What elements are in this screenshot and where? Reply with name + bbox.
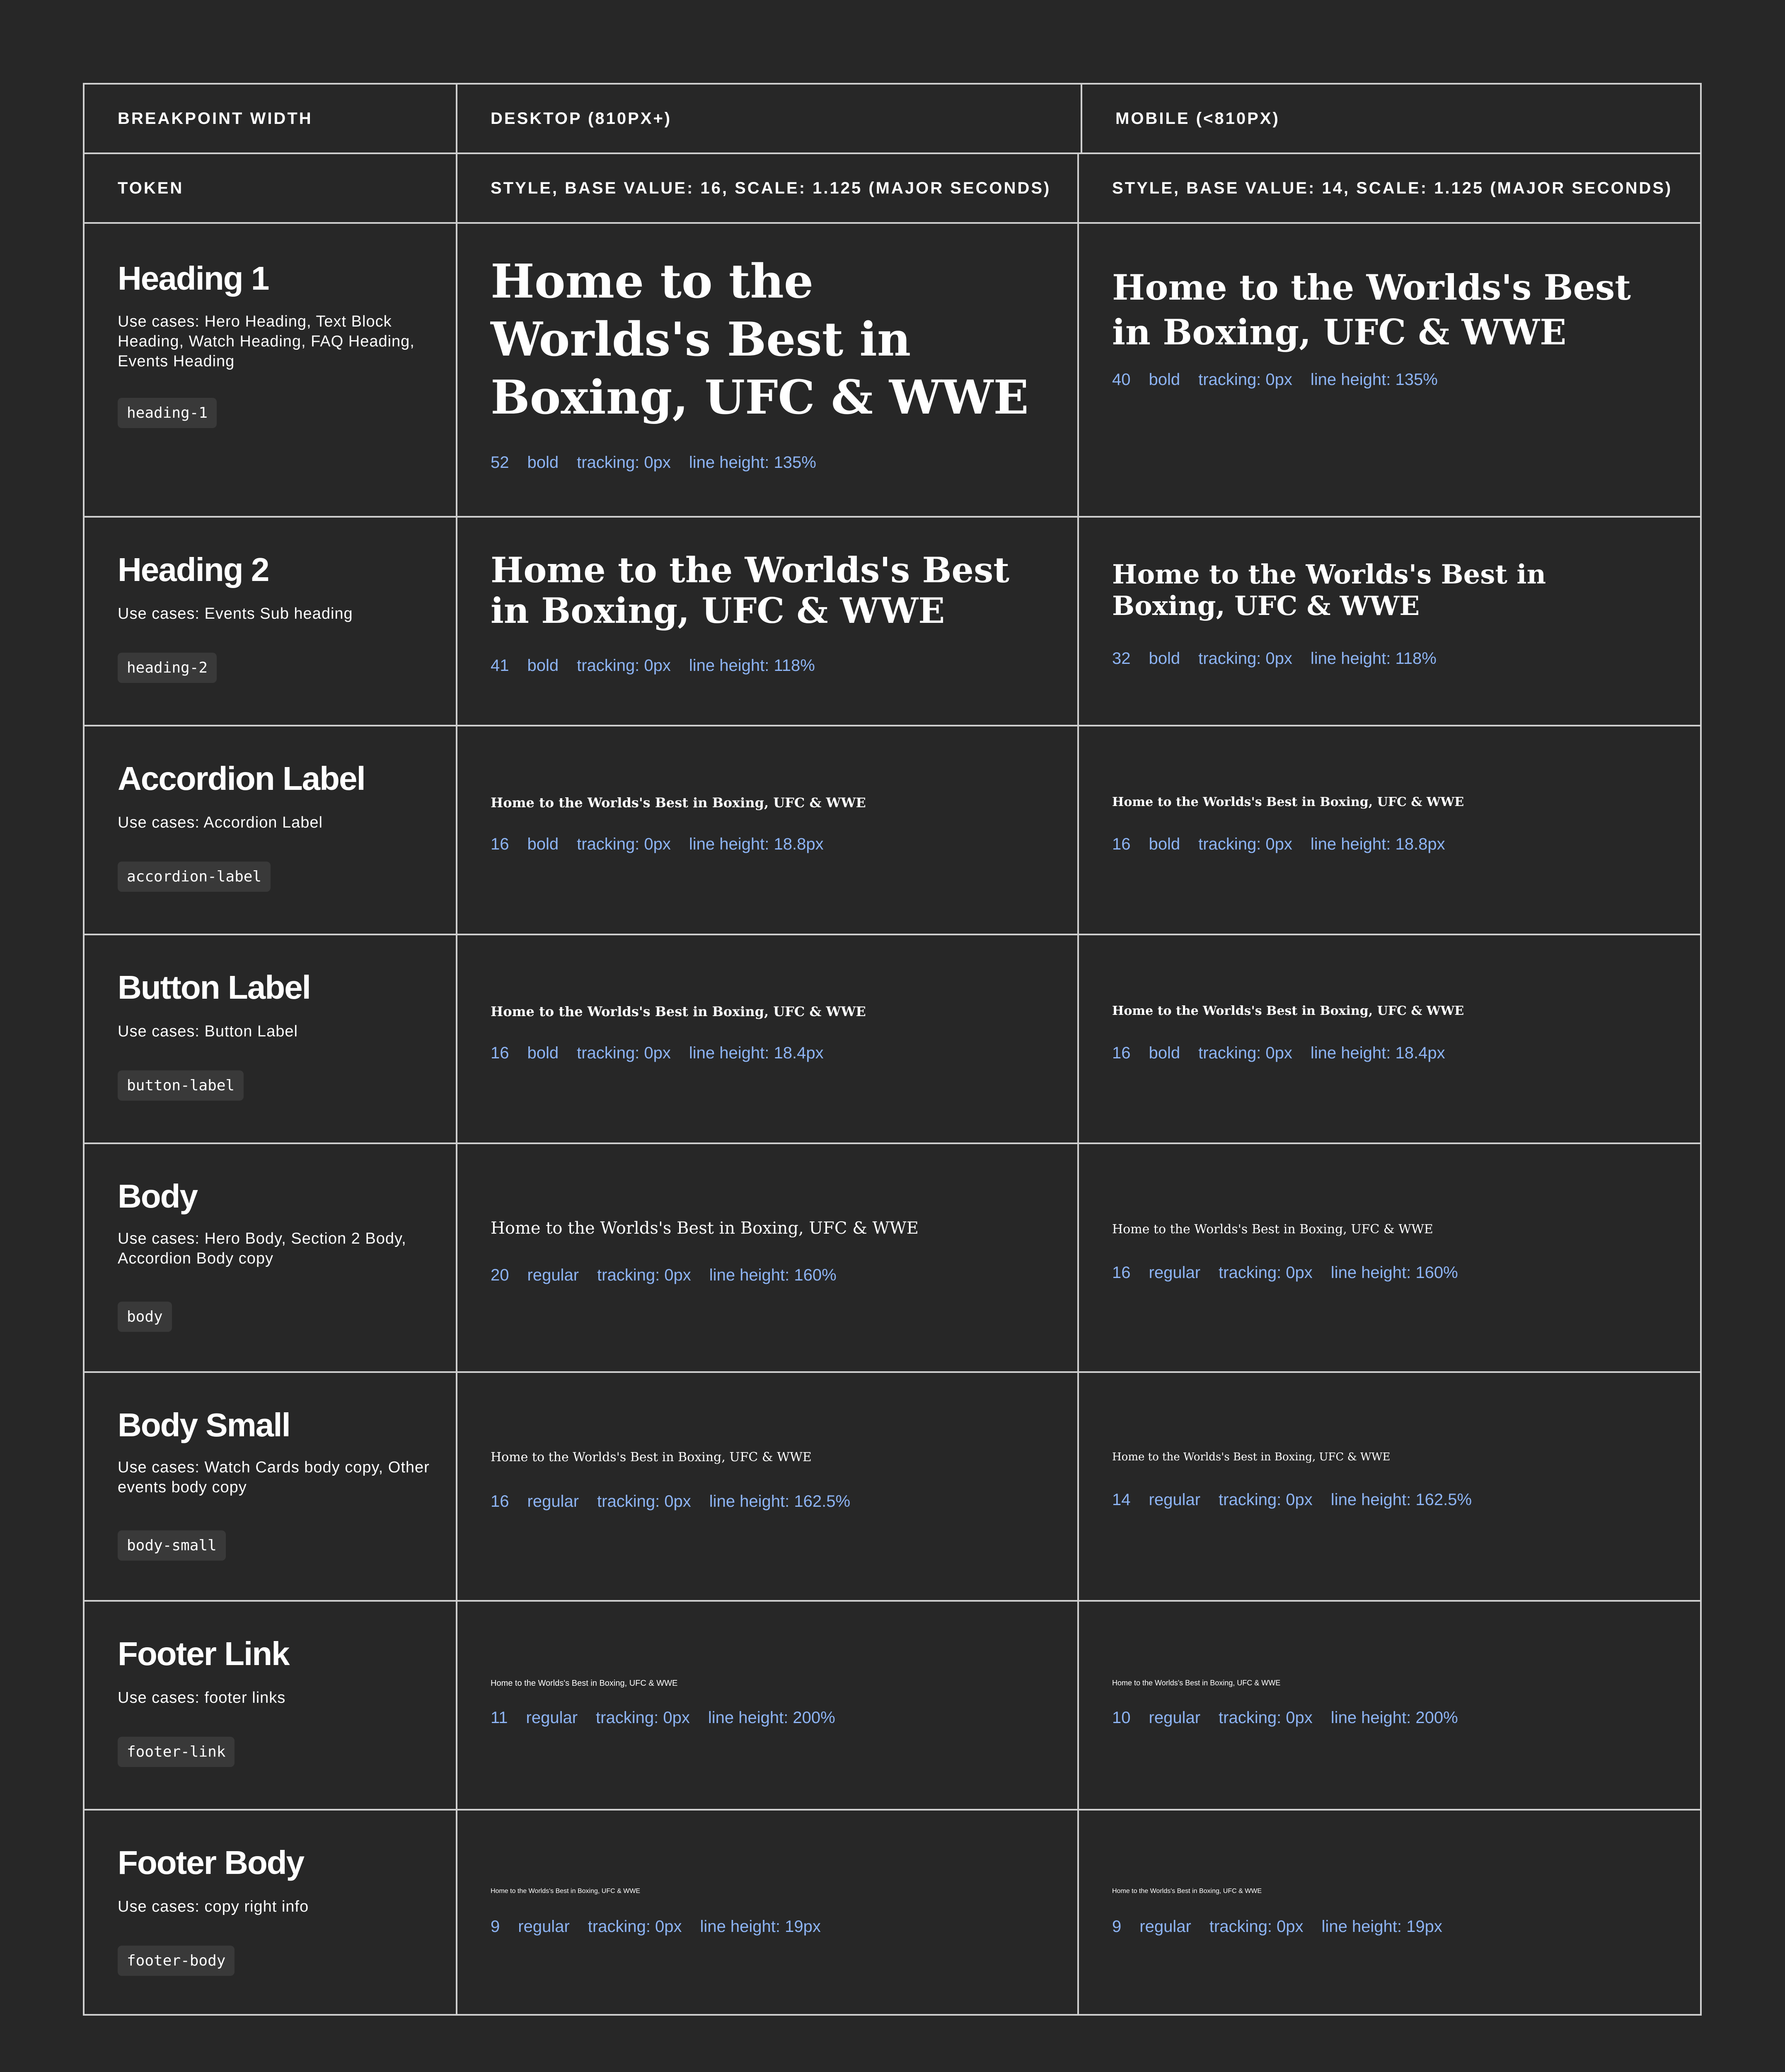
spec-size: 16 bbox=[1112, 835, 1131, 853]
spec-size: 40 bbox=[1112, 370, 1131, 389]
spec-weight: bold bbox=[1149, 370, 1180, 389]
mobile-spec bbox=[1112, 1491, 1472, 1509]
spec-line-height: line height: 118% bbox=[689, 656, 815, 675]
spec-tracking: tracking: 0px bbox=[1209, 1917, 1304, 1936]
mobile-sample-text: Home to the Worlds's Best in Boxing, UFC & WWE bbox=[1112, 1888, 1262, 1895]
token-title: Body Small bbox=[118, 1406, 290, 1443]
breakpoint-width-label: BREAKPOINT WIDTH bbox=[118, 109, 313, 128]
header-cell-mobile bbox=[1082, 85, 1700, 152]
spec-tracking: tracking: 0px bbox=[1219, 1709, 1313, 1727]
spec-tracking: tracking: 0px bbox=[588, 1917, 682, 1936]
spec-tracking: tracking: 0px bbox=[1198, 835, 1292, 853]
spec-size: 16 bbox=[491, 835, 509, 853]
spec-size: 20 bbox=[491, 1266, 509, 1284]
mobile-sample-text: Home to the Worlds's Best in Boxing, UFC & WWE bbox=[1112, 559, 1546, 622]
desktop-sample-text: Home to the Worlds's Best in Boxing, UFC & WWE bbox=[491, 1888, 641, 1895]
token-code: button-label bbox=[118, 1070, 244, 1101]
mobile-spec bbox=[1112, 835, 1445, 854]
token-cell bbox=[85, 1373, 457, 1600]
spec-weight: bold bbox=[527, 656, 559, 675]
token-row-body bbox=[85, 1144, 1700, 1373]
token-cell bbox=[85, 935, 457, 1143]
token-cell bbox=[85, 1602, 457, 1809]
mobile-style-label: STYLE, BASE VALUE: 14, SCALE: 1.125 (MAJOR SECONDS) bbox=[1112, 179, 1673, 197]
desktop-spec bbox=[491, 1917, 821, 1936]
desktop-style-label: STYLE, BASE VALUE: 16, SCALE: 1.125 (MAJOR SECONDS) bbox=[491, 179, 1051, 197]
spec-weight: regular bbox=[1139, 1917, 1191, 1936]
mobile-sample-cell bbox=[1079, 1144, 1700, 1371]
spec-tracking: tracking: 0px bbox=[1198, 1044, 1292, 1062]
desktop-spec bbox=[491, 1492, 850, 1511]
mobile-spec bbox=[1112, 370, 1438, 389]
desktop-sample-text: Home to the Worlds's Best in Boxing, UFC & WWE bbox=[491, 254, 1029, 425]
spec-size: 41 bbox=[491, 656, 509, 675]
spec-size: 16 bbox=[491, 1044, 509, 1062]
token-title: Body bbox=[118, 1178, 197, 1215]
token-code: heading-1 bbox=[118, 398, 217, 428]
desktop-spec bbox=[491, 835, 824, 854]
token-title: Heading 2 bbox=[118, 551, 269, 588]
spec-line-height: line height: 19px bbox=[1321, 1917, 1442, 1936]
desktop-sample-text: Home to the Worlds's Best in Boxing, UFC & WWE bbox=[491, 1004, 866, 1019]
spec-size: 16 bbox=[1112, 1044, 1131, 1062]
token-code: body bbox=[118, 1302, 172, 1332]
desktop-sample-text: Home to the Worlds's Best in Boxing, UFC & WWE bbox=[491, 1679, 678, 1688]
desktop-sample-cell bbox=[457, 224, 1079, 516]
token-code: footer-body bbox=[118, 1946, 235, 1976]
desktop-spec bbox=[491, 1266, 837, 1285]
header-row-breakpoint bbox=[85, 85, 1700, 154]
spec-weight: bold bbox=[1149, 1044, 1180, 1062]
spec-tracking: tracking: 0px bbox=[597, 1266, 691, 1284]
spec-size: 10 bbox=[1112, 1709, 1131, 1727]
mobile-sample-cell bbox=[1079, 224, 1700, 516]
token-title: Heading 1 bbox=[118, 260, 269, 297]
spec-weight: regular bbox=[1149, 1491, 1201, 1509]
token-cell bbox=[85, 518, 457, 725]
token-row-accordion-label bbox=[85, 726, 1700, 935]
spec-size: 32 bbox=[1112, 649, 1131, 668]
spec-line-height: line height: 135% bbox=[689, 453, 816, 472]
mobile-sample-cell bbox=[1079, 935, 1700, 1143]
spec-line-height: line height: 18.4px bbox=[1310, 1044, 1445, 1062]
typography-table bbox=[83, 83, 1702, 2016]
token-use-cases: Use cases: Watch Cards body copy, Other events body copy bbox=[118, 1459, 430, 1496]
token-code: body-small bbox=[118, 1530, 226, 1561]
token-cell bbox=[85, 1811, 457, 2014]
mobile-sample-text: Home to the Worlds's Best in Boxing, UFC & WWE bbox=[1112, 795, 1464, 809]
spec-tracking: tracking: 0px bbox=[1198, 649, 1292, 668]
token-use-cases: Use cases: copy right info bbox=[118, 1898, 309, 1915]
spec-tracking: tracking: 0px bbox=[577, 453, 671, 472]
token-code: accordion-label bbox=[118, 862, 271, 892]
mobile-sample-text: Home to the Worlds's Best in Boxing, UFC & WWE bbox=[1112, 1222, 1433, 1237]
token-use-cases: Use cases: Hero Heading, Text Block Heading, Watch Heading, FAQ Heading, Events Heading bbox=[118, 313, 415, 370]
mobile-spec bbox=[1112, 649, 1437, 668]
desktop-spec bbox=[491, 453, 816, 472]
desktop-spec bbox=[491, 656, 815, 675]
spec-weight: bold bbox=[527, 835, 559, 853]
spec-tracking: tracking: 0px bbox=[1198, 370, 1292, 389]
spec-tracking: tracking: 0px bbox=[577, 1044, 671, 1062]
spec-size: 16 bbox=[491, 1492, 509, 1510]
spec-size: 52 bbox=[491, 453, 509, 472]
spec-line-height: line height: 162.5% bbox=[1330, 1491, 1472, 1509]
header-cell-token bbox=[85, 154, 457, 222]
token-cell bbox=[85, 224, 457, 516]
spec-line-height: line height: 135% bbox=[1310, 370, 1438, 389]
spec-line-height: line height: 160% bbox=[1330, 1264, 1458, 1282]
mobile-sample-text: Home to the Worlds's Best in Boxing, UFC & WWE bbox=[1112, 1004, 1464, 1018]
spec-weight: bold bbox=[527, 1044, 559, 1062]
token-row-footer-body bbox=[85, 1811, 1700, 2014]
mobile-sample-text: Home to the Worlds's Best in Boxing, UFC & WWE bbox=[1112, 267, 1631, 353]
spec-size: 14 bbox=[1112, 1491, 1131, 1509]
token-title: Footer Body bbox=[118, 1844, 304, 1881]
spec-size: 9 bbox=[491, 1917, 500, 1936]
mobile-sample-cell bbox=[1079, 1811, 1700, 2014]
desktop-spec bbox=[491, 1709, 835, 1727]
spec-line-height: line height: 18.8px bbox=[1310, 835, 1445, 853]
spec-line-height: line height: 18.8px bbox=[689, 835, 824, 853]
desktop-sample-cell bbox=[457, 1373, 1079, 1600]
token-column-label: TOKEN bbox=[118, 179, 184, 197]
mobile-sample-cell bbox=[1079, 1602, 1700, 1809]
token-code: heading-2 bbox=[118, 653, 217, 683]
spec-tracking: tracking: 0px bbox=[596, 1709, 690, 1727]
spec-tracking: tracking: 0px bbox=[1219, 1491, 1313, 1509]
spec-tracking: tracking: 0px bbox=[577, 656, 671, 675]
desktop-sample-cell bbox=[457, 518, 1079, 725]
spec-weight: regular bbox=[518, 1917, 570, 1936]
mobile-sample-text: Home to the Worlds's Best in Boxing, UFC & WWE bbox=[1112, 1451, 1391, 1463]
spec-weight: bold bbox=[527, 453, 559, 472]
header-row-style bbox=[85, 154, 1700, 224]
spec-weight: bold bbox=[1149, 835, 1180, 853]
spec-weight: regular bbox=[527, 1266, 579, 1284]
token-row-button-label bbox=[85, 935, 1700, 1144]
token-row-footer-link bbox=[85, 1602, 1700, 1811]
spec-line-height: line height: 200% bbox=[1330, 1709, 1458, 1727]
token-title: Footer Link bbox=[118, 1635, 289, 1672]
spec-size: 11 bbox=[491, 1709, 508, 1727]
header-cell-desktop-style bbox=[457, 154, 1079, 222]
token-use-cases: Use cases: Accordion Label bbox=[118, 814, 323, 831]
desktop-sample-cell bbox=[457, 1144, 1079, 1371]
spec-weight: bold bbox=[1149, 649, 1180, 668]
spec-tracking: tracking: 0px bbox=[1219, 1264, 1313, 1282]
mobile-breakpoint-label: MOBILE (<810PX) bbox=[1115, 109, 1280, 128]
spec-line-height: line height: 160% bbox=[709, 1266, 837, 1284]
spec-weight: regular bbox=[527, 1492, 579, 1510]
spec-line-height: line height: 18.4px bbox=[689, 1044, 824, 1062]
desktop-sample-text: Home to the Worlds's Best in Boxing, UFC & WWE bbox=[491, 1450, 812, 1464]
desktop-breakpoint-label: DESKTOP (810PX+) bbox=[491, 109, 672, 128]
token-cell bbox=[85, 1144, 457, 1371]
desktop-sample-text: Home to the Worlds's Best in Boxing, UFC & WWE bbox=[491, 549, 1010, 631]
token-row-body-small bbox=[85, 1373, 1700, 1602]
mobile-sample-cell bbox=[1079, 518, 1700, 725]
spec-line-height: line height: 19px bbox=[700, 1917, 821, 1936]
spec-weight: regular bbox=[1149, 1709, 1201, 1727]
desktop-sample-text: Home to the Worlds's Best in Boxing, UFC & WWE bbox=[491, 795, 866, 811]
desktop-sample-cell bbox=[457, 726, 1079, 934]
mobile-spec bbox=[1112, 1709, 1458, 1727]
spec-size: 16 bbox=[1112, 1264, 1131, 1282]
spec-tracking: tracking: 0px bbox=[577, 835, 671, 853]
mobile-spec bbox=[1112, 1044, 1445, 1063]
token-use-cases: Use cases: footer links bbox=[118, 1689, 286, 1706]
mobile-sample-cell bbox=[1079, 1373, 1700, 1600]
desktop-sample-cell bbox=[457, 1811, 1079, 2014]
token-cell bbox=[85, 726, 457, 934]
token-use-cases: Use cases: Button Label bbox=[118, 1023, 298, 1040]
header-cell-mobile-style bbox=[1079, 154, 1700, 222]
token-row-heading-1 bbox=[85, 224, 1700, 518]
token-title: Button Label bbox=[118, 969, 310, 1006]
spec-size: 9 bbox=[1112, 1917, 1122, 1936]
desktop-sample-text: Home to the Worlds's Best in Boxing, UFC & WWE bbox=[491, 1219, 919, 1238]
spec-weight: regular bbox=[526, 1709, 578, 1727]
mobile-sample-cell bbox=[1079, 726, 1700, 934]
mobile-spec bbox=[1112, 1917, 1442, 1936]
token-code: footer-link bbox=[118, 1737, 235, 1767]
token-use-cases: Use cases: Events Sub heading bbox=[118, 605, 353, 622]
mobile-sample-text: Home to the Worlds's Best in Boxing, UFC & WWE bbox=[1112, 1679, 1281, 1687]
spec-line-height: line height: 200% bbox=[708, 1709, 835, 1727]
desktop-sample-cell bbox=[457, 935, 1079, 1143]
header-cell-breakpoint bbox=[85, 85, 457, 152]
token-use-cases: Use cases: Hero Body, Section 2 Body, Accordion Body copy bbox=[118, 1230, 406, 1267]
desktop-sample-cell bbox=[457, 1602, 1079, 1809]
token-title: Accordion Label bbox=[118, 760, 365, 797]
header-cell-desktop bbox=[457, 85, 1082, 152]
mobile-spec bbox=[1112, 1264, 1458, 1282]
spec-weight: regular bbox=[1149, 1264, 1201, 1282]
spec-line-height: line height: 118% bbox=[1310, 649, 1437, 668]
desktop-spec bbox=[491, 1044, 824, 1063]
spec-tracking: tracking: 0px bbox=[597, 1492, 691, 1510]
spec-line-height: line height: 162.5% bbox=[709, 1492, 851, 1510]
token-row-heading-2 bbox=[85, 518, 1700, 726]
